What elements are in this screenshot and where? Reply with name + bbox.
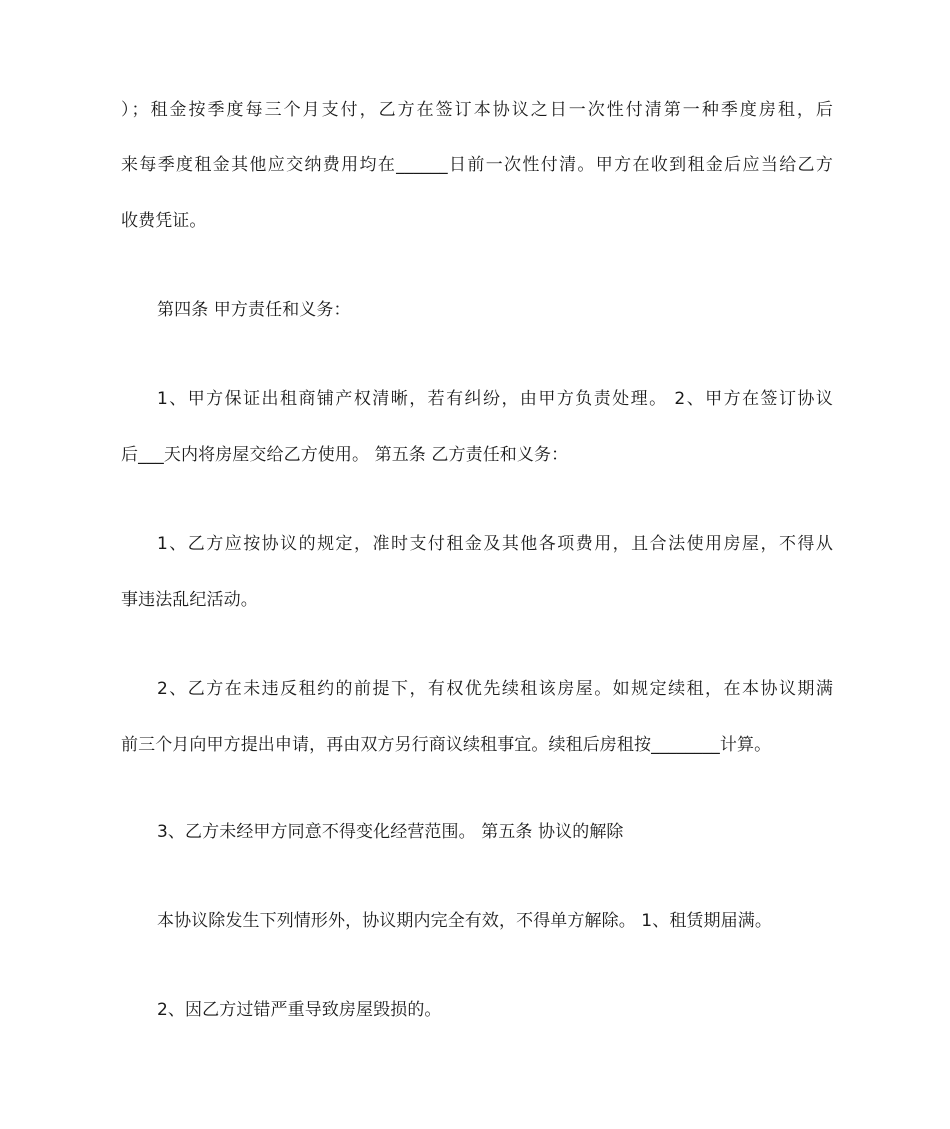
text-line-13: 2、因乙方过错严重导致房屋毁损的。 [157, 1000, 442, 1020]
text-line-9: 2、乙方在未违反租约的前提下，有权优先续租该房屋。如规定续租，在本协议期满 [157, 679, 833, 699]
text-line-1: ）；租金按季度每三个月支付，乙方在签订本协议之日一次性付清第一种季度房租，后 [121, 100, 833, 120]
text-line-11: 3、乙方未经甲方同意不得变化经营范围。 第五条 协议的解除 [157, 822, 624, 842]
text-line-6: 后___天内将房屋交给乙方使用。 第五条 乙方责任和义务： [121, 445, 569, 465]
text-line-8: 事违法乱纪活动。 [121, 590, 258, 610]
text-line-12: 本协议除发生下列情形外，协议期内完全有效，不得单方解除。 1、租赁期届满。 [157, 911, 772, 931]
text-line-10: 前三个月向甲方提出申请，再由双方另行商议续租事宜。续租后房租按________计算。 [121, 735, 772, 755]
text-line-3: 收费凭证。 [121, 211, 207, 231]
text-line-7: 1、乙方应按协议的规定，准时支付租金及其他各项费用，且合法使用房屋，不得从 [157, 534, 833, 554]
section-heading-article-4: 第四条 甲方责任和义务： [157, 300, 351, 320]
text-line-2: 来每季度租金其他应交纳费用均在______日前一次性付清。甲方在收到租金后应当给乙方 [121, 155, 833, 175]
text-line-5: 1、甲方保证出租商铺产权清晰，若有纠纷，由甲方负责处理。 2、甲方在签订协议 [157, 389, 833, 409]
